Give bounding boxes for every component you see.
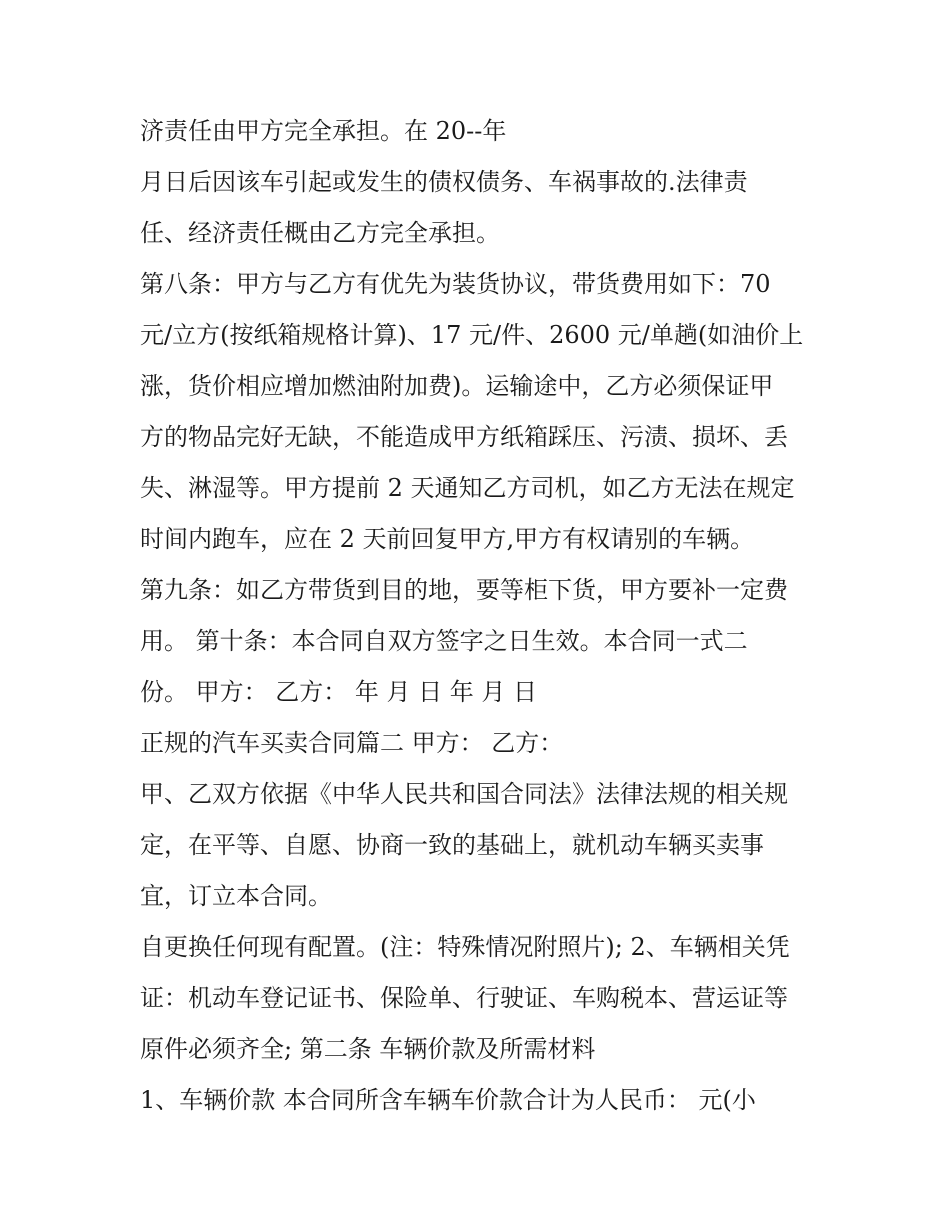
text-line: 第八条：甲方与乙方有优先为装货协议，带货费用如下：70 [140, 270, 771, 298]
text-line: 济责任由甲方完全承担。在 20--年 [140, 117, 507, 145]
document-body [140, 108, 830, 1128]
text-line: 任、经济责任概由乙方完全承担。 [140, 219, 500, 247]
text-line: 证：机动车登记证书、保险单、行驶证、车购税本、营运证等 [140, 984, 788, 1012]
text-line: 涨，货价相应增加燃油附加费)。运输途中，乙方必须保证甲 [140, 372, 774, 400]
text-line: 月日后因该车引起或发生的债权债务、车祸事故的.法律责 [140, 168, 748, 196]
text-line: 正规的汽车买卖合同篇二 甲方： 乙方： [140, 729, 564, 757]
text-line: 定，在平等、自愿、协商一致的基础上，就机动车辆买卖事 [140, 831, 764, 859]
text-line: 原件必须齐全; 第二条 车辆价款及所需材料 [140, 1035, 596, 1063]
text-line: 时间内跑车，应在 2 天前回复甲方,甲方有权请别的车辆。 [140, 525, 755, 553]
text-line: 自更换任何现有配置。(注：特殊情况附照片); 2、车辆相关凭 [140, 933, 790, 961]
text-line: 甲、乙双方依据《中华人民共和国合同法》法律法规的相关规 [140, 780, 788, 808]
text-line: 元/立方(按纸箱规格计算)、17 元/件、2600 元/单趟(如油价上 [140, 321, 804, 349]
text-line: 用。 第十条：本合同自双方签字之日生效。本合同一式二 [140, 627, 748, 655]
text-line: 份。 甲方： 乙方： 年 月 日 年 月 日 [140, 678, 538, 706]
text-line: 第九条：如乙方带货到目的地，要等柜下货，甲方要补一定费 [140, 576, 788, 604]
text-line: 失、淋湿等。甲方提前 2 天通知乙方司机，如乙方无法在规定 [140, 474, 795, 502]
text-line: 宜，订立本合同。 [140, 882, 332, 910]
text-line: 方的物品完好无缺，不能造成甲方纸箱踩压、污渍、损坏、丢 [140, 423, 788, 451]
text-line: 1、车辆价款 本合同所含车辆车价款合计为人民币： 元(小 [140, 1086, 756, 1114]
